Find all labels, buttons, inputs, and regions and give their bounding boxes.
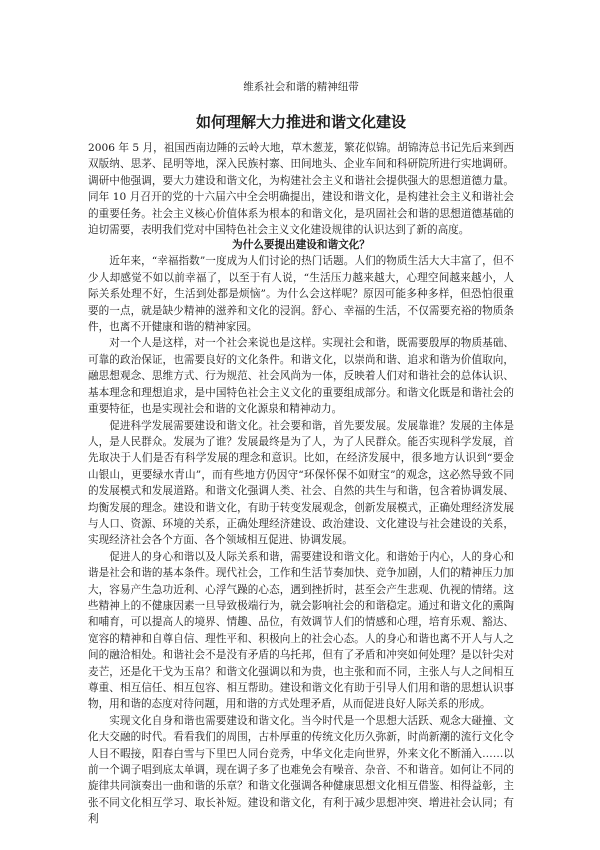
document-title: 如何理解大力推进和谐文化建设 — [195, 113, 406, 131]
body-paragraph-5: 实现文化自身和谐也需要建设和谐文化。当今时代是一个思想大活跃、观念大碰撞、文化大交融的时代。看看我们的周围，古朴厚重的传统文化历久弥新，时尚新潮的流行文化令人目不暇接，阳春白雪与下里巴人同台竞秀，中华文化走向世界，外来文化不断涌入……以前一个调子唱到底太单调，现在调子多了也难免会有噪音、杂音、不和谐音。如何让不同的旋律共同演奏出一曲和谐的乐章？和谐文化强调各种健康思想文化相互借鉴、相得益彰，主张不同文化相互学习、取长补短。建设和谐文化，有利于减少思想冲突、增进社会认同；有利 — [88, 714, 514, 826]
body-paragraph-2: 对一个人是这样，对一个社会来说也是这样。实现社会和谐，既需要殷厚的物质基础、可靠的政治保证，也需要良好的文化条件。和谐文化，以崇尚和谐、追求和谐为价值取向，融思想观念、思维方式、行为规范、社会风尚为一体，反映着人们对和谐社会的总体认识、基本理念和理想追求，是中国特色社会主义文化的重要组成部分。和谐文化既是和谐社会的重要特征，也是实现社会和谐的文化源泉和精神动力。 — [88, 337, 514, 416]
body-paragraph-1: 近年来，“幸福指数”一度成为人们讨论的热门话题。人们的物质生活大大丰富了，但不少人却感觉不如以前幸福了，以至于有人说，“生活压力越来越大，心理空间越来越小，人际关系处理不好，生活到处都是烦恼”。为什么会这样呢？原因可能多种多样，但恐怕很重要的一点，就是缺少精神的滋养和文化的浸润。舒心、幸福的生活，不仅需要充裕的物质条件，也离不开健康和谐的精神家园。 — [88, 255, 514, 334]
document-kicker: 维系社会和谐的精神纽带 — [243, 81, 359, 93]
intro-paragraph: 2006 年 5 月，祖国西南边陲的云岭大地，草木葱茏，繁花似锦。胡锦涛总书记先后来到西双版纳、思茅、昆明等地，深入民族村寨、田间地头、企业车间和科研院所进行实地调研。调研中他强调，要大力建设和谐文化，为构建社会主义和谐社会提供强大的思想道德力量。同年 10 月召开的党的十六届六中全会明确提出，建设和谐文化，是构建社会主义和谐社会的重要任务。社会主义核心价值体系为根本的和谐文化，是巩固社会和谐的思想道德基础的迫切需要，表明我们党对中国特色社会主义文化建设规律的认识达到了新的高度。 — [88, 142, 514, 237]
section-heading: 为什么要提出建设和谐文化？ — [232, 239, 370, 252]
body-paragraph-3: 促进科学发展需要建设和谐文化。社会要和谐，首先要发展。发展靠谁？发展的主体是人，是人民群众。发展为了谁？发展最终是为了人，为了人民群众。能否实现科学发展，首先取决于人们是否有科学发展的理念和意识。比如，在经济发展中，很多地方认识到“要金山银山，更要绿水青山”，而有些地方仍因守“环保怀保不如财宝”的观念，这必然导致不同的发展模式和发展道路。和谐文化强调人类、社会、自然的共生与和谐，包含着协调发展、均衡发展的理念。建设和谐文化，有助于转变发展观念，创新发展模式，正确处理经济发展与人口、资源、环境的关系，正确处理经济建设、政治建设、文化建设与社会建设的关系，实现经济社会各个方面、各个领域相互促进、协调发展。 — [88, 419, 514, 547]
body-paragraph-4: 促进人的身心和谐以及人际关系和谐，需要建设和谐文化。和谐始于内心，人的身心和谐是社会和谐的基本条件。现代社会，工作和生活节奏加快、竞争加剧，人们的精神压力加大，容易产生急功近利、心浮气躁的心态，遇到挫折时，甚至会产生悲观、仇视的情绪。这些精神上的不健康因素一旦导致极端行为，就会影响社会的和谐稳定。通过和谐文化的熏陶和哺育，可以提高人的境界、情趣、品位，有效调节人们的情感和心理，培育乐观、豁达、宽容的精神和自尊自信、理性平和、积极向上的社会心态。人的身心和谐也离不开人与人之间的融洽相处。和谐社会不是没有矛盾的乌托邦，但有了矛盾和冲突如何处理？是以针尖对麦芒，还是化干戈为玉帛？和谐文化强调以和为贵，也主张和而不同，主张人与人之间相互尊重、相互信任、相互包容、相互帮助。建设和谐文化有助于引导人们用和谐的思想认识事物，用和谐的态度对待问题，用和谐的方式处理矛盾，从而促进良好人际关系的形成。 — [88, 550, 514, 711]
